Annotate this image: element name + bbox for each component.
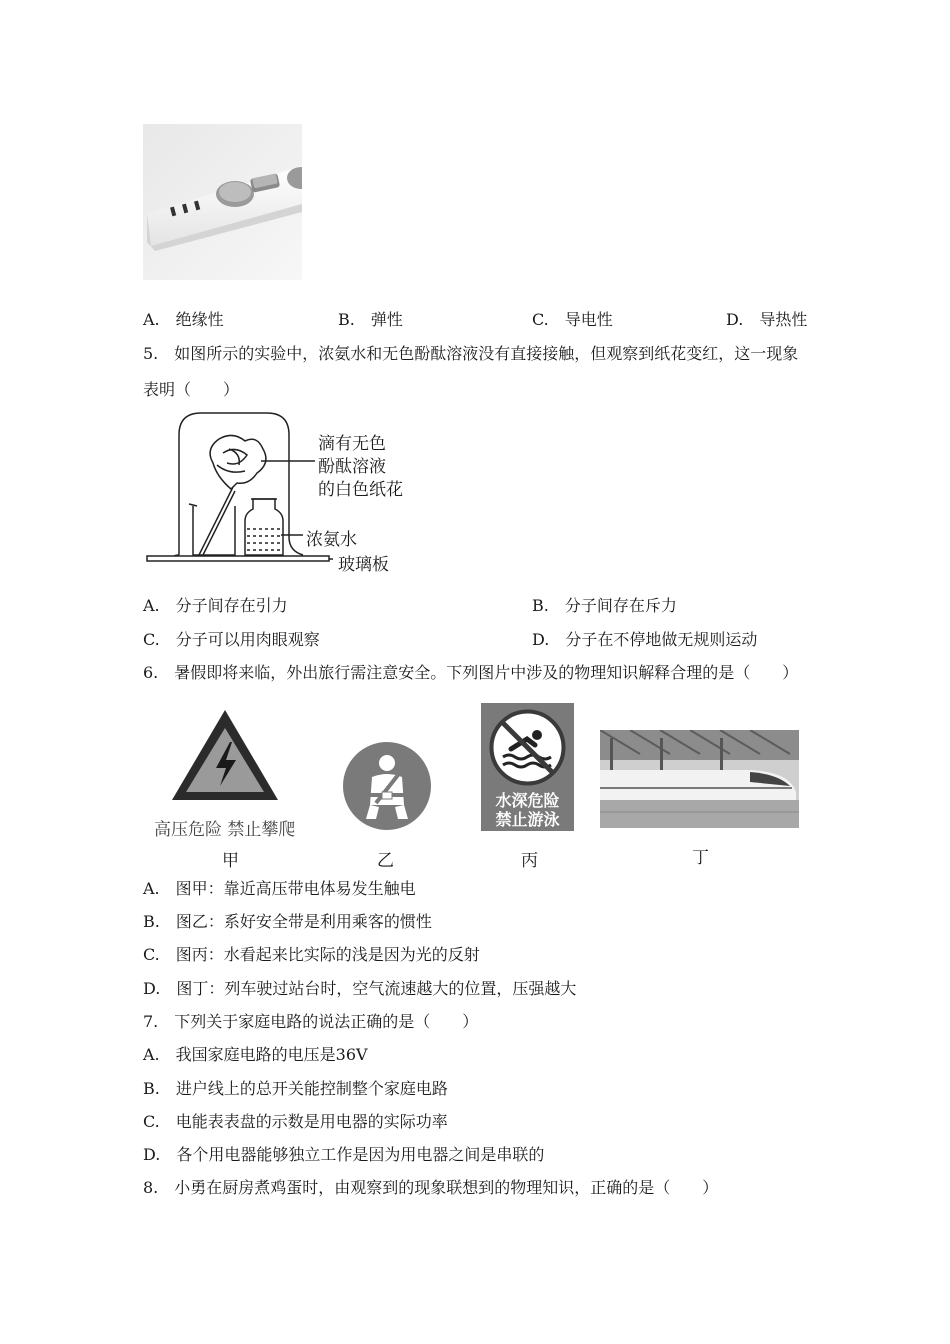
q6-option-d: D. 图丁：列车驶过站台时，空气流速越大的位置，压强越大 <box>143 979 577 998</box>
seatbelt-sign-icon <box>342 741 432 831</box>
q4-option-a: A. 绝缘性 <box>143 310 224 329</box>
high-voltage-warning-icon <box>168 706 282 804</box>
q6-option-a: A. 图甲：靠近高压带电体易发生触电 <box>143 879 416 898</box>
q7-option-d: D. 各个用电器能够独立工作是因为用电器之间是串联的 <box>143 1145 545 1164</box>
label-flower-1: 滴有无色 <box>318 434 386 454</box>
q5-experiment-figure <box>143 405 333 575</box>
caption-bing: 丙 <box>521 851 538 871</box>
q8-stem: 8. 小勇在厨房煮鸡蛋时，由观察到的现象联想到的物理知识，正确的是（ ） <box>143 1178 719 1197</box>
caption-yi: 乙 <box>377 851 394 871</box>
q6-option-c: C. 图丙：水看起来比实际的浅是因为光的反射 <box>143 945 480 964</box>
q4-option-d: D. 导热性 <box>726 310 808 329</box>
q7-option-a: A. 我国家庭电路的电压是36V <box>143 1045 368 1064</box>
q7-option-c: C. 电能表表盘的示数是用电器的实际功率 <box>143 1112 448 1131</box>
no-swimming-icon <box>489 709 566 786</box>
q5-stem-line2: 表明（ ） <box>143 380 240 399</box>
q6-stem: 6. 暑假即将来临，外出旅行需注意安全。下列图片中涉及的物理知识解释合理的是（ ） <box>143 663 799 682</box>
q6-option-b: B. 图乙：系好安全带是利用乘客的惯性 <box>143 912 432 931</box>
q5-option-b: B. 分子间存在斥力 <box>532 596 677 615</box>
no-swimming-sign <box>481 703 574 831</box>
q4-option-c: C. 导电性 <box>532 310 613 329</box>
label-glass-plate: 玻璃板 <box>338 555 389 575</box>
caption-ding: 丁 <box>692 848 709 868</box>
label-flower-2: 酚酞溶液 <box>318 457 386 477</box>
q5-option-a: A. 分子间存在引力 <box>143 596 288 615</box>
q5-stem-line1: 5. 如图所示的实验中，浓氨水和无色酚酞溶液没有直接接触，但观察到纸花变红，这一现象 <box>143 344 799 363</box>
power-strip-photo <box>143 124 302 280</box>
sign-bing-line2: 禁止游泳 <box>495 810 560 829</box>
sign-jia-text: 高压危险 禁止攀爬 <box>154 820 296 840</box>
sign-bing-line1: 水深危险 <box>495 791 560 810</box>
q4-option-b: B. 弹性 <box>338 310 403 329</box>
q7-option-b: B. 进户线上的总开关能控制整个家庭电路 <box>143 1079 448 1098</box>
train-station-photo <box>600 730 799 828</box>
caption-jia: 甲 <box>222 851 239 871</box>
q7-stem: 7. 下列关于家庭电路的说法正确的是（ ） <box>143 1012 479 1031</box>
q5-option-c: C. 分子可以用肉眼观察 <box>143 630 320 649</box>
label-flower-3: 的白色纸花 <box>318 480 403 500</box>
label-ammonia: 浓氨水 <box>306 530 357 550</box>
q5-option-d: D. 分子在不停地做无规则运动 <box>532 630 758 649</box>
